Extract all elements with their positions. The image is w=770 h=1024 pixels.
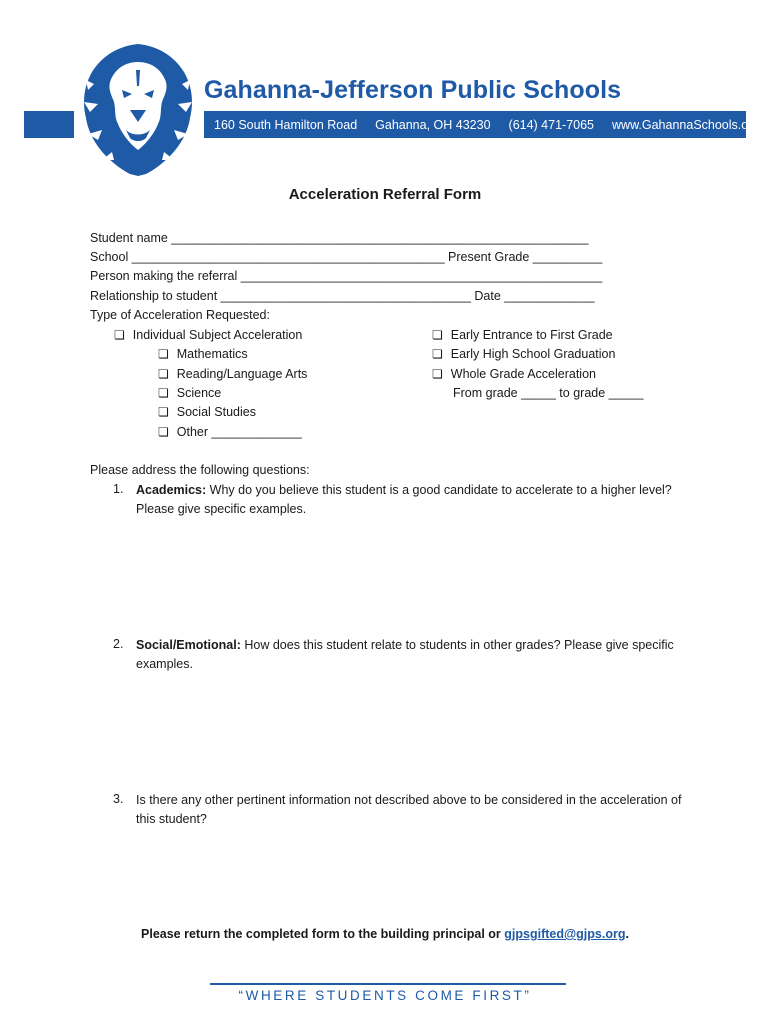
question-number: 3. <box>113 792 124 806</box>
checkbox-icon[interactable]: ❏ <box>432 347 443 361</box>
school-field[interactable]: School _____________________________________________ Present Grade __________ <box>90 250 603 264</box>
checkbox-icon[interactable]: ❏ <box>158 386 169 400</box>
from-grade-field[interactable]: From grade _____ to grade _____ <box>453 386 644 400</box>
checkbox-icon[interactable]: ❏ <box>158 367 169 381</box>
checkbox-icon[interactable]: ❏ <box>432 367 443 381</box>
form-title: Acceleration Referral Form <box>288 186 482 203</box>
address: 160 South Hamilton Road <box>214 117 358 132</box>
option-whole-grade[interactable]: ❏ Whole Grade Acceleration <box>432 367 596 381</box>
option-social-studies[interactable]: ❏ Social Studies <box>158 405 256 419</box>
phone: (614) 471-7065 <box>508 117 595 132</box>
slogan: “WHERE STUDENTS COME FIRST” <box>238 988 532 1003</box>
checkbox-icon[interactable]: ❏ <box>158 347 169 361</box>
question-1: Academics: Why do you believe this student is a good candidate to accelerate to a higher level? Please give specific examples. <box>136 483 672 516</box>
lion-logo <box>78 40 198 176</box>
option-science[interactable]: ❏ Science <box>158 386 222 400</box>
option-other[interactable]: ❏ Other _____________ <box>158 425 302 439</box>
city: Gahanna, OH 43230 <box>375 117 491 132</box>
return-note: Please return the completed form to the building principal or gjpsgifted@gjps.org. <box>141 927 629 941</box>
org-name: Gahanna-Jefferson Public Schools <box>204 76 622 104</box>
contact-bar <box>204 111 760 138</box>
question-3: Is there any other pertinent information not described above to be considered in the acceleration of this student? <box>136 793 682 826</box>
email-link[interactable]: gjpsgifted@gjps.org <box>504 927 626 941</box>
option-mathematics[interactable]: ❏ Mathematics <box>158 347 248 361</box>
header-bar-accent <box>24 111 74 138</box>
website[interactable]: www.GahannaSchools.org <box>612 117 760 132</box>
option-reading[interactable]: ❏ Reading/Language Arts <box>158 367 308 381</box>
option-individual-subject[interactable]: ❏ Individual Subject Acceleration <box>114 328 303 342</box>
question-2: Social/Emotional: How does this student relate to students in other grades? Please give specific examples. <box>136 638 674 671</box>
questions-intro: Please address the following questions: <box>90 463 310 477</box>
relationship-field[interactable]: Relationship to student ____________________________________ Date _____________ <box>90 289 595 303</box>
type-label: Type of Acceleration Requested: <box>90 308 270 322</box>
option-early-hs-graduation[interactable]: ❏ Early High School Graduation <box>432 347 616 361</box>
checkbox-icon[interactable]: ❏ <box>158 405 169 419</box>
question-number: 1. <box>113 482 124 496</box>
checkbox-icon[interactable]: ❏ <box>158 425 169 439</box>
student-name-field[interactable]: Student name ____________________________________________________________ <box>90 231 589 245</box>
option-early-entrance[interactable]: ❏ Early Entrance to First Grade <box>432 328 613 342</box>
referrer-field[interactable]: Person making the referral ____________________________________________________ <box>90 269 603 283</box>
footer-divider <box>210 983 566 985</box>
checkbox-icon[interactable]: ❏ <box>432 328 443 342</box>
question-number: 2. <box>113 637 124 651</box>
checkbox-icon[interactable]: ❏ <box>114 328 125 342</box>
